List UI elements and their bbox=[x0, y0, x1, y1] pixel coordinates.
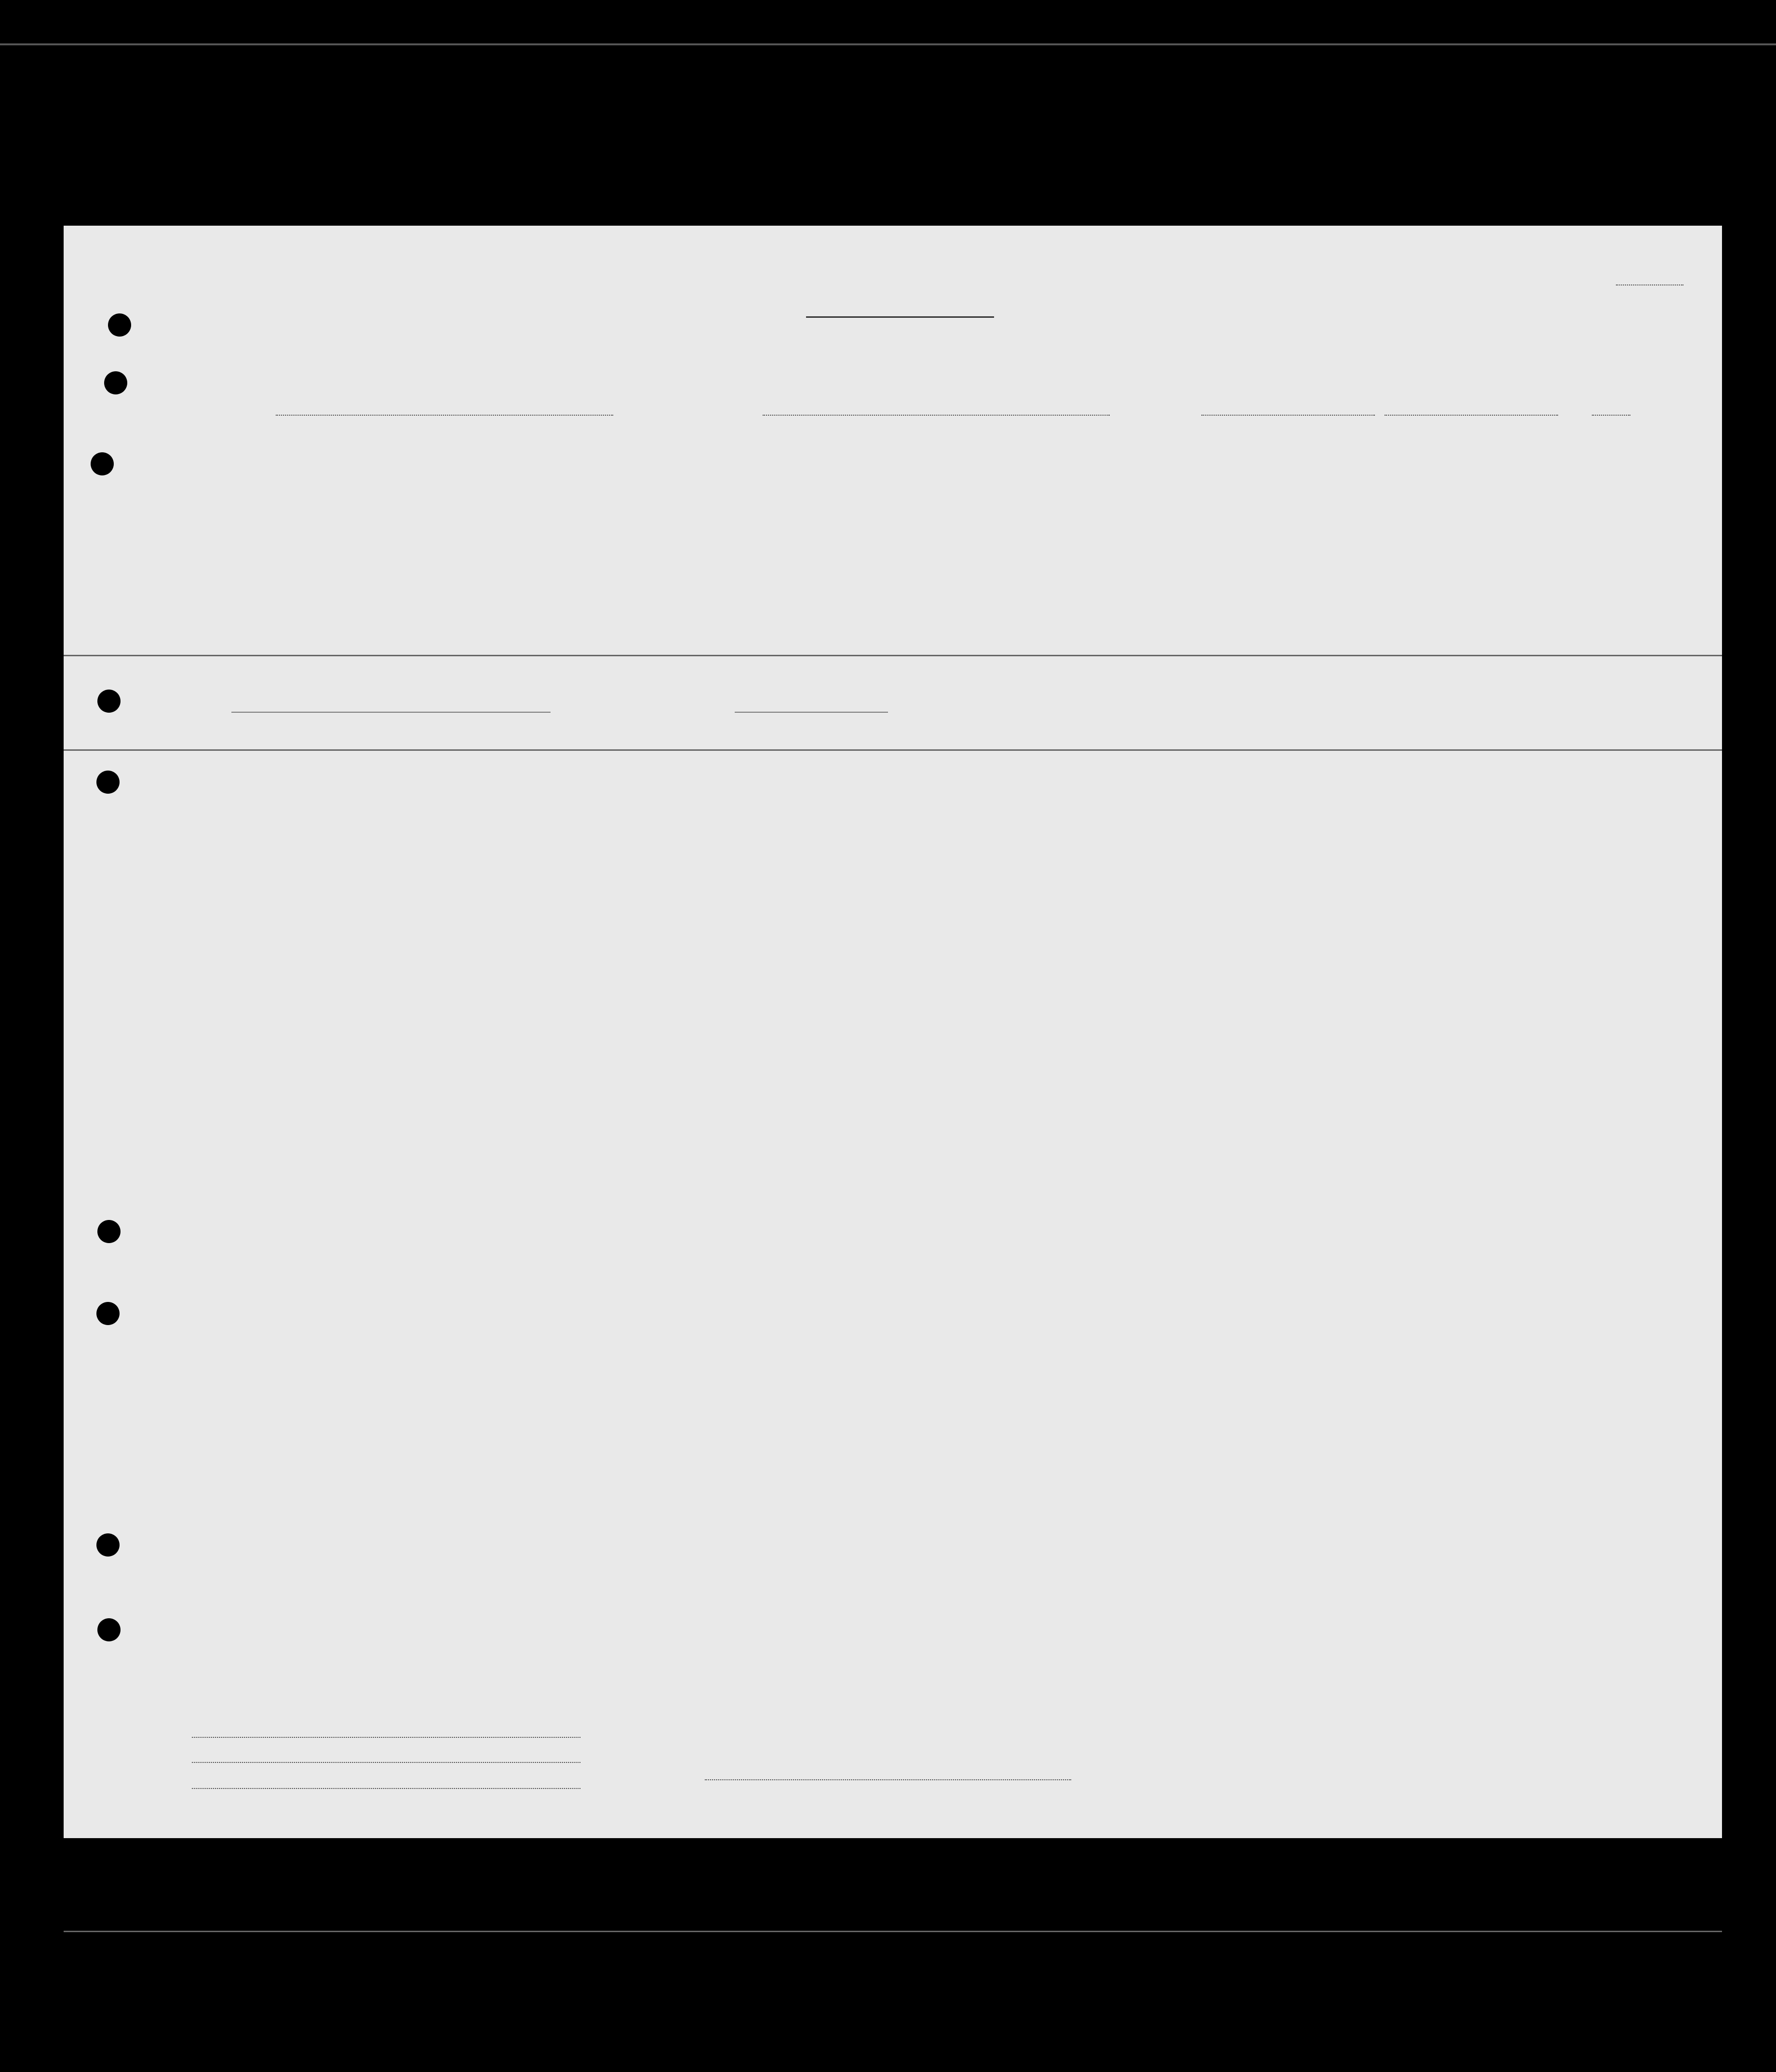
arrival-date-line bbox=[1385, 415, 1558, 416]
crew-table bbox=[64, 655, 1722, 1932]
year-line bbox=[1592, 415, 1630, 416]
title-rule bbox=[806, 316, 994, 318]
table-top-rule bbox=[64, 655, 1722, 656]
sailing-from-line bbox=[763, 415, 1110, 416]
header-bottom-rule bbox=[64, 749, 1722, 751]
binder-hole bbox=[108, 313, 131, 337]
owners-value-line bbox=[192, 1762, 580, 1763]
arriving-line bbox=[1201, 415, 1375, 416]
sheet-number-line bbox=[1616, 284, 1683, 285]
shipped-subheader-rule bbox=[735, 712, 888, 713]
signature-line bbox=[705, 1779, 1071, 1780]
scan-edge-line bbox=[0, 43, 1776, 45]
line-value-line bbox=[192, 1737, 580, 1738]
table-bottom-rule bbox=[64, 1931, 1722, 1932]
manifest-sheet bbox=[64, 226, 1722, 1838]
binder-hole bbox=[91, 452, 114, 475]
agents-value-line bbox=[192, 1788, 580, 1789]
binder-hole bbox=[104, 371, 127, 394]
vessel-name-line bbox=[276, 415, 613, 416]
name-subheader-rule bbox=[231, 712, 551, 713]
